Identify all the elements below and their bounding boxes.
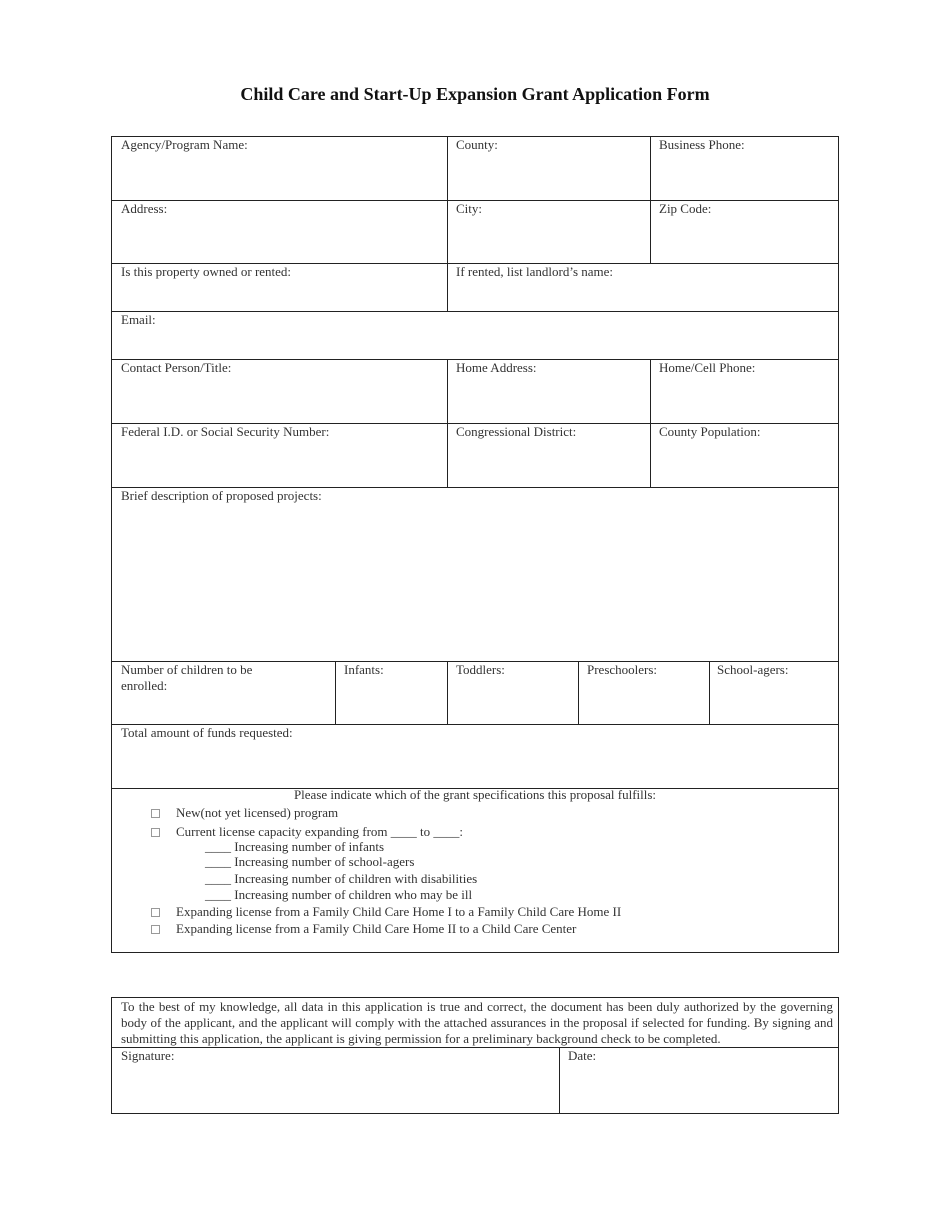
congressional-district-field[interactable] — [448, 424, 650, 487]
email-label: Email: — [121, 312, 156, 327]
children-enrolled-label: Number of children to be — [121, 662, 253, 677]
option-fcch-i-to-ii[interactable] — [176, 904, 621, 920]
option-label: Expanding license from a Family Child Care Home II to a Child Care Center — [176, 921, 577, 936]
school-agers-field[interactable] — [710, 662, 838, 724]
certification-box — [111, 997, 839, 1114]
page-title: Child Care and Start-Up Expansion Grant Application Form — [240, 84, 710, 104]
option-new-program[interactable] — [176, 805, 338, 821]
checkbox-icon[interactable] — [151, 828, 160, 837]
business-phone-field[interactable] — [651, 137, 838, 200]
signature-label: Signature: — [121, 1048, 175, 1063]
city-field[interactable] — [448, 201, 650, 263]
address-label: Address: — [121, 201, 168, 216]
federal-id-label: Federal I.D. or Social Security Number: — [121, 424, 330, 439]
business-phone-label: Business Phone: — [659, 137, 745, 152]
preschoolers-field[interactable] — [579, 662, 709, 724]
date-label: Date: — [568, 1048, 597, 1063]
county-label: County: — [456, 137, 498, 152]
owned-rented-field[interactable] — [112, 264, 447, 311]
children-enrolled-cell — [112, 662, 335, 724]
city-label: City: — [456, 201, 483, 216]
contact-person-label: Contact Person/Title: — [121, 360, 232, 375]
application-form — [111, 136, 839, 953]
agency-name-field[interactable] — [112, 137, 447, 200]
project-description-field[interactable] — [112, 488, 838, 661]
infants-field[interactable] — [336, 662, 447, 724]
zip-code-label: Zip Code: — [659, 201, 712, 216]
date-field[interactable] — [560, 1048, 838, 1113]
zip-code-field[interactable] — [651, 201, 838, 263]
preschoolers-label: Preschoolers: — [587, 662, 658, 677]
certification-text: To the best of my knowledge, all data in this application is true and correct, the document has been duly authorized by the governing body of the applicant, and the applicant will comply with the attached assurances in the proposal if selected for funding. By signing and submitting this application, the applicant is giving permission for a preliminary background check to be completed. — [121, 999, 833, 1047]
federal-id-field[interactable] — [112, 424, 447, 487]
option-label: New(not yet licensed) program — [176, 805, 339, 820]
address-field[interactable] — [112, 201, 447, 263]
toddlers-field[interactable] — [448, 662, 578, 724]
checkbox-icon[interactable] — [151, 809, 160, 818]
sub-item-school-agers[interactable]: ____ Increasing number of school-agers — [205, 854, 415, 869]
total-funds-field[interactable] — [112, 725, 838, 788]
county-population-field[interactable] — [651, 424, 838, 487]
congressional-district-label: Congressional District: — [456, 424, 577, 439]
signature-field[interactable] — [112, 1048, 559, 1113]
toddlers-label: Toddlers: — [456, 662, 505, 677]
county-field[interactable] — [448, 137, 650, 200]
checkbox-icon[interactable] — [151, 925, 160, 934]
option-capacity-expanding[interactable] — [176, 824, 463, 840]
option-label: Expanding license from a Family Child Care Home I to a Family Child Care Home II — [176, 904, 622, 919]
owned-rented-label: Is this property owned or rented: — [121, 264, 292, 279]
home-address-label: Home Address: — [456, 360, 537, 375]
school-agers-label: School-agers: — [717, 662, 789, 677]
landlord-name-field[interactable] — [448, 264, 838, 311]
children-enrolled-label-2: enrolled: — [121, 678, 168, 693]
home-cell-phone-label: Home/Cell Phone: — [659, 360, 756, 375]
home-cell-phone-field[interactable] — [651, 360, 838, 423]
option-fcch-ii-to-center[interactable] — [176, 921, 576, 937]
infants-label: Infants: — [344, 662, 384, 677]
checkbox-icon[interactable] — [151, 908, 160, 917]
county-population-label: County Population: — [659, 424, 761, 439]
sub-item-ill[interactable]: ____ Increasing number of children who may be ill — [205, 887, 473, 902]
total-funds-label: Total amount of funds requested: — [121, 725, 293, 740]
landlord-name-label: If rented, list landlord’s name: — [456, 264, 614, 279]
sub-item-disabilities[interactable]: ____ Increasing number of children with disabilities — [205, 871, 478, 886]
home-address-field[interactable] — [448, 360, 650, 423]
agency-name-label: Agency/Program Name: — [121, 137, 248, 152]
specifications-heading: Please indicate which of the grant specifications this proposal fulfills: — [293, 787, 657, 802]
project-description-label: Brief description of proposed projects: — [121, 488, 322, 503]
option-label: Current license capacity expanding from ____ to ____: — [176, 824, 464, 839]
contact-person-field[interactable] — [112, 360, 447, 423]
sub-item-infants[interactable]: ____ Increasing number of infants — [205, 839, 385, 854]
email-field[interactable] — [112, 312, 838, 359]
